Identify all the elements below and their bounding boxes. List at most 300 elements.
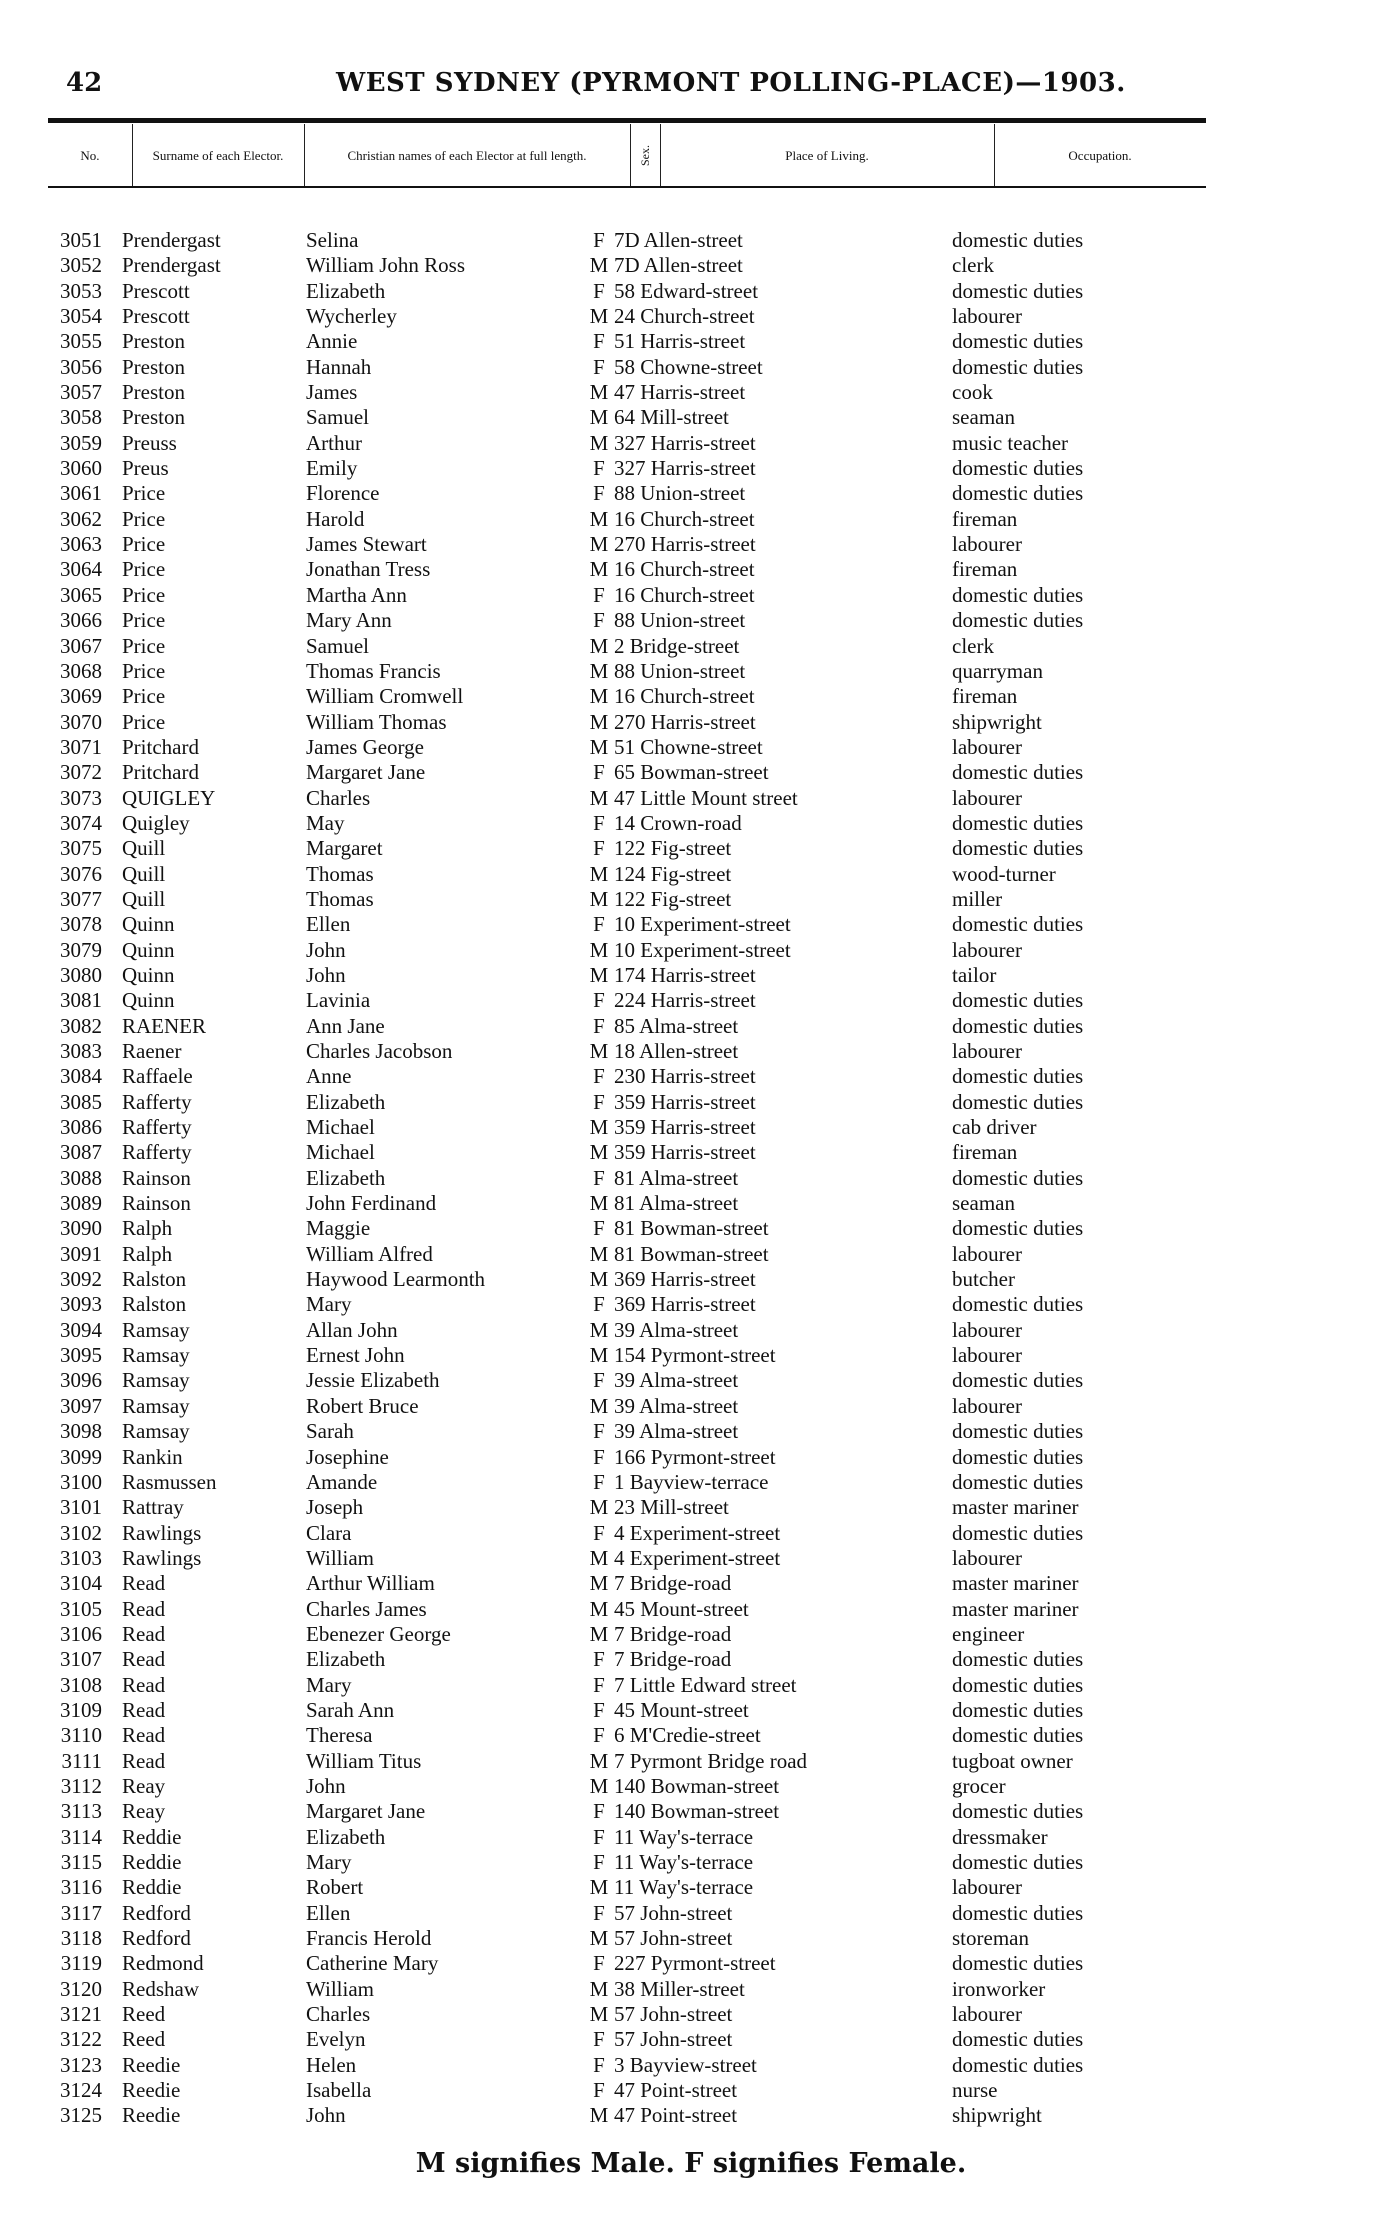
- column-header-christian: [304, 124, 631, 186]
- elector-occupation: labourer: [952, 1393, 1022, 1418]
- elector-christian-names: William John Ross: [306, 253, 465, 278]
- elector-surname: Ralston: [122, 1267, 187, 1292]
- elector-sex: M: [589, 1343, 609, 1368]
- elector-sex: F: [593, 1013, 605, 1038]
- elector-number: 3116: [60, 1875, 102, 1900]
- elector-christian-names: John Ferdinand: [306, 1191, 437, 1216]
- column-header-christian-label: Christian names of each Elector at full length.: [347, 147, 587, 163]
- elector-occupation: labourer: [952, 785, 1022, 810]
- elector-occupation: nurse: [952, 2078, 998, 2103]
- elector-surname: Preston: [122, 354, 185, 379]
- elector-surname: Read: [122, 1571, 166, 1596]
- elector-number: 3117: [60, 1900, 102, 1925]
- header-rule-top: [48, 118, 1206, 123]
- elector-place-of-living: 7 Bridge-road: [614, 1571, 732, 1596]
- elector-christian-names: Ernest John: [306, 1343, 405, 1368]
- column-header-surname-label: Surname of each Elector.: [152, 147, 284, 163]
- elector-surname: Rattray: [122, 1495, 184, 1520]
- elector-number: 3104: [60, 1571, 102, 1596]
- elector-number: 3075: [60, 836, 102, 861]
- table-row: [44, 760, 1214, 785]
- elector-number: 3118: [60, 1926, 102, 1951]
- elector-occupation: domestic duties: [952, 1089, 1084, 1114]
- elector-number: 3099: [60, 1444, 102, 1469]
- elector-christian-names: Arthur: [306, 430, 362, 455]
- elector-surname: Prendergast: [122, 228, 221, 252]
- elector-surname: Reay: [122, 1799, 166, 1824]
- elector-place-of-living: 47 Point-street: [614, 2078, 738, 2103]
- elector-place-of-living: 140 Bowman-street: [614, 1773, 780, 1798]
- elector-number: 3091: [60, 1241, 102, 1266]
- elector-place-of-living: 369 Harris-street: [614, 1267, 756, 1292]
- elector-christian-names: Elizabeth: [306, 1824, 386, 1849]
- elector-surname: Price: [122, 481, 166, 506]
- elector-occupation: domestic duties: [952, 1444, 1084, 1469]
- table-row: [44, 1140, 1214, 1165]
- elector-place-of-living: 16 Church-street: [614, 684, 755, 709]
- elector-christian-names: John: [306, 937, 346, 962]
- elector-christian-names: Ann Jane: [306, 1013, 385, 1038]
- elector-christian-names: Maggie: [306, 1216, 371, 1241]
- elector-christian-names: Theresa: [306, 1723, 373, 1748]
- table-row: [44, 988, 1214, 1013]
- elector-occupation: labourer: [952, 937, 1022, 962]
- elector-place-of-living: 38 Miller-street: [614, 1976, 745, 2001]
- page-number: 42: [66, 68, 103, 98]
- elector-occupation: clerk: [952, 253, 994, 278]
- elector-place-of-living: 65 Bowman-street: [614, 760, 769, 785]
- elector-sex: F: [593, 608, 605, 633]
- elector-occupation: domestic duties: [952, 582, 1084, 607]
- table-row: [44, 1216, 1214, 1241]
- elector-number: 3086: [60, 1115, 102, 1140]
- elector-christian-names: Mary Ann: [306, 608, 392, 633]
- elector-place-of-living: 47 Harris-street: [614, 380, 746, 405]
- elector-sex: M: [589, 734, 609, 759]
- elector-number: 3107: [60, 1647, 102, 1672]
- page-title: WEST SYDNEY (PYRMONT POLLING-PLACE)—1903.: [336, 68, 1126, 98]
- elector-christian-names: Evelyn: [306, 2027, 366, 2052]
- table-row: [44, 1292, 1214, 1317]
- table-row: [44, 1039, 1214, 1064]
- elector-surname: Quill: [122, 861, 166, 886]
- table-row: [44, 2053, 1214, 2078]
- elector-christian-names: Mary: [306, 1292, 352, 1317]
- elector-place-of-living: 39 Alma-street: [614, 1368, 739, 1393]
- elector-surname: Ralston: [122, 1292, 187, 1317]
- elector-number: 3122: [60, 2027, 102, 2052]
- elector-surname: Rainson: [122, 1165, 191, 1190]
- elector-occupation: master mariner: [952, 1571, 1079, 1596]
- table-row: [44, 963, 1214, 988]
- table-row: [44, 1926, 1214, 1951]
- elector-sex: F: [593, 2027, 605, 2052]
- table-row: [44, 507, 1214, 532]
- elector-number: 3062: [60, 506, 102, 531]
- elector-place-of-living: 10 Experiment-street: [614, 912, 791, 937]
- elector-number: 3097: [60, 1393, 102, 1418]
- elector-christian-names: Ellen: [306, 912, 351, 937]
- elector-surname: Prescott: [122, 304, 190, 329]
- elector-place-of-living: 140 Bowman-street: [614, 1799, 780, 1824]
- elector-occupation: labourer: [952, 1875, 1022, 1900]
- elector-surname: Quinn: [122, 962, 175, 987]
- table-row: [44, 1799, 1214, 1824]
- elector-place-of-living: 7 Pyrmont Bridge road: [614, 1748, 808, 1773]
- elector-occupation: fireman: [952, 557, 1018, 582]
- elector-christian-names: Margaret Jane: [306, 760, 426, 785]
- elector-sex: M: [589, 1926, 609, 1951]
- elector-surname: Preston: [122, 329, 185, 354]
- elector-place-of-living: 45 Mount-street: [614, 1697, 749, 1722]
- elector-number: 3058: [60, 405, 102, 430]
- elector-occupation: labourer: [952, 532, 1022, 557]
- elector-sex: M: [589, 557, 609, 582]
- elector-christian-names: Robert Bruce: [306, 1393, 419, 1418]
- elector-place-of-living: 7 Bridge-road: [614, 1647, 732, 1672]
- table-row: [44, 1673, 1214, 1698]
- elector-christian-names: Elizabeth: [306, 1165, 386, 1190]
- elector-sex: M: [589, 886, 609, 911]
- elector-number: 3063: [60, 532, 102, 557]
- elector-number: 3125: [60, 2103, 102, 2128]
- elector-sex: F: [593, 1419, 605, 1444]
- table-row: [44, 1622, 1214, 1647]
- elector-sex: M: [589, 1596, 609, 1621]
- elector-number: 3051: [60, 228, 102, 252]
- elector-christian-names: William Alfred: [306, 1241, 433, 1266]
- elector-surname: Price: [122, 709, 166, 734]
- elector-place-of-living: 81 Bowman-street: [614, 1241, 769, 1266]
- elector-occupation: quarryman: [952, 658, 1043, 683]
- table-row: [44, 481, 1214, 506]
- table-row: [44, 1318, 1214, 1343]
- elector-number: 3093: [60, 1292, 102, 1317]
- elector-sex: F: [593, 1444, 605, 1469]
- table-row: [44, 1951, 1214, 1976]
- elector-christian-names: Hannah: [306, 354, 372, 379]
- elector-christian-names: Mary: [306, 1850, 352, 1874]
- elector-sex: F: [593, 1064, 605, 1089]
- elector-christian-names: Thomas: [306, 861, 374, 886]
- elector-christian-names: Jonathan Tress: [306, 557, 431, 582]
- elector-surname: Rankin: [122, 1444, 183, 1469]
- elector-surname: Rainson: [122, 1191, 191, 1216]
- elector-sex: M: [589, 1267, 609, 1292]
- table-row: [44, 1901, 1214, 1926]
- elector-place-of-living: 45 Mount-street: [614, 1596, 749, 1621]
- elector-number: 3068: [60, 658, 102, 683]
- elector-christian-names: Ellen: [306, 1900, 351, 1925]
- table-row: [44, 1698, 1214, 1723]
- elector-surname: Pritchard: [122, 734, 199, 759]
- table-row: [44, 1495, 1214, 1520]
- elector-sex: F: [593, 582, 605, 607]
- elector-place-of-living: 85 Alma-street: [614, 1013, 739, 1038]
- table-row: [44, 2078, 1214, 2103]
- table-row: [44, 862, 1214, 887]
- elector-surname: Reddie: [122, 1850, 182, 1874]
- elector-christian-names: Clara: [306, 1520, 352, 1545]
- elector-christian-names: Sarah Ann: [306, 1697, 395, 1722]
- elector-surname: Ramsay: [122, 1393, 190, 1418]
- elector-place-of-living: 39 Alma-street: [614, 1317, 739, 1342]
- elector-place-of-living: 88 Union-street: [614, 481, 746, 506]
- table-row: [44, 811, 1214, 836]
- elector-surname: Quill: [122, 836, 166, 861]
- elector-sex: F: [593, 760, 605, 785]
- elector-surname: Reddie: [122, 1875, 182, 1900]
- elector-sex: F: [593, 1900, 605, 1925]
- elector-sex: M: [589, 1545, 609, 1570]
- elector-occupation: cab driver: [952, 1115, 1037, 1140]
- elector-occupation: domestic duties: [952, 1064, 1084, 1089]
- elector-christian-names: Francis Herold: [306, 1926, 432, 1951]
- elector-christian-names: Robert: [306, 1875, 364, 1900]
- elector-sex: F: [593, 1647, 605, 1672]
- elector-number: 3064: [60, 557, 102, 582]
- table-row: [44, 710, 1214, 735]
- elector-surname: Redford: [122, 1926, 191, 1951]
- elector-surname: Quill: [122, 886, 166, 911]
- elector-number: 3052: [60, 253, 102, 278]
- elector-place-of-living: 7D Allen-street: [614, 228, 743, 252]
- elector-sex: F: [593, 2052, 605, 2077]
- table-row: [44, 659, 1214, 684]
- elector-christian-names: Wycherley: [306, 304, 397, 329]
- elector-occupation: music teacher: [952, 430, 1069, 455]
- elector-surname: Redmond: [122, 1951, 204, 1976]
- table-row: [44, 1723, 1214, 1748]
- elector-place-of-living: 359 Harris-street: [614, 1115, 756, 1140]
- elector-place-of-living: 174 Harris-street: [614, 962, 756, 987]
- elector-number: 3055: [60, 329, 102, 354]
- elector-christian-names: Mary: [306, 1672, 352, 1697]
- table-row: [44, 1242, 1214, 1267]
- elector-sex: M: [589, 785, 609, 810]
- elector-place-of-living: 124 Fig-street: [614, 861, 732, 886]
- elector-surname: Pritchard: [122, 760, 199, 785]
- elector-occupation: seaman: [952, 1191, 1015, 1216]
- elector-sex: M: [589, 2002, 609, 2027]
- elector-number: 3067: [60, 633, 102, 658]
- elector-number: 3078: [60, 912, 102, 937]
- column-header-place: [660, 124, 995, 186]
- elector-surname: Rafferty: [122, 1140, 192, 1165]
- elector-number: 3059: [60, 430, 102, 455]
- table-row: [44, 1749, 1214, 1774]
- elector-occupation: labourer: [952, 304, 1022, 329]
- table-row: [44, 355, 1214, 380]
- elector-christian-names: Elizabeth: [306, 1089, 386, 1114]
- elector-christian-names: Jessie Elizabeth: [306, 1368, 440, 1393]
- elector-surname: Reedie: [122, 2078, 181, 2103]
- table-row: [44, 684, 1214, 709]
- elector-christian-names: Arthur William: [306, 1571, 435, 1596]
- elector-number: 3054: [60, 304, 102, 329]
- table-row: [44, 1470, 1214, 1495]
- elector-christian-names: Margaret Jane: [306, 1799, 426, 1824]
- elector-surname: Read: [122, 1621, 166, 1646]
- elector-occupation: tugboat owner: [952, 1748, 1073, 1773]
- elector-occupation: domestic duties: [952, 1368, 1084, 1393]
- elector-sex: F: [593, 1824, 605, 1849]
- elector-sex: F: [593, 1368, 605, 1393]
- elector-occupation: labourer: [952, 1343, 1022, 1368]
- elector-sex: F: [593, 988, 605, 1013]
- elector-surname: Rafferty: [122, 1089, 192, 1114]
- elector-sex: F: [593, 912, 605, 937]
- elector-place-of-living: 7 Little Edward street: [614, 1672, 797, 1697]
- table-row: [44, 557, 1214, 582]
- elector-occupation: domestic duties: [952, 1951, 1084, 1976]
- elector-surname: Reay: [122, 1773, 166, 1798]
- elector-sex: M: [589, 1621, 609, 1646]
- elector-surname: Preuss: [122, 430, 177, 455]
- elector-occupation: domestic duties: [952, 1850, 1084, 1874]
- table-row: [44, 1115, 1214, 1140]
- elector-surname: Read: [122, 1748, 166, 1773]
- elector-surname: Prendergast: [122, 253, 221, 278]
- elector-sex: F: [593, 278, 605, 303]
- elector-surname: Raffaele: [122, 1064, 193, 1089]
- elector-place-of-living: 64 Mill-street: [614, 405, 729, 430]
- elector-number: 3108: [60, 1672, 102, 1697]
- elector-occupation: engineer: [952, 1621, 1025, 1646]
- elector-surname: Rawlings: [122, 1520, 202, 1545]
- elector-christian-names: Charles: [306, 2002, 371, 2027]
- elector-sex: M: [589, 658, 609, 683]
- table-row: [44, 228, 1214, 253]
- table-row: [44, 405, 1214, 430]
- elector-sex: M: [589, 253, 609, 278]
- elector-place-of-living: 2 Bridge-street: [614, 633, 740, 658]
- elector-number: 3109: [60, 1697, 102, 1722]
- elector-place-of-living: 11 Way's-terrace: [614, 1875, 754, 1900]
- elector-surname: Ramsay: [122, 1368, 190, 1393]
- elector-sex: M: [589, 937, 609, 962]
- elector-place-of-living: 122 Fig-street: [614, 836, 732, 861]
- elector-place-of-living: 359 Harris-street: [614, 1089, 756, 1114]
- elector-place-of-living: 51 Chowne-street: [614, 734, 763, 759]
- elector-occupation: labourer: [952, 1317, 1022, 1342]
- elector-surname: Redford: [122, 1900, 191, 1925]
- elector-christian-names: Ebenezer George: [306, 1621, 451, 1646]
- elector-number: 3073: [60, 785, 102, 810]
- elector-number: 3061: [60, 481, 102, 506]
- elector-occupation: domestic duties: [952, 1672, 1084, 1697]
- elector-christian-names: William Thomas: [306, 709, 447, 734]
- elector-place-of-living: 4 Experiment-street: [614, 1545, 781, 1570]
- elector-surname: Preus: [122, 456, 169, 481]
- elector-christian-names: Amande: [306, 1469, 378, 1494]
- elector-number: 3089: [60, 1191, 102, 1216]
- elector-sex: F: [593, 329, 605, 354]
- elector-christian-names: Emily: [306, 456, 358, 481]
- elector-sex: F: [593, 1292, 605, 1317]
- elector-number: 3092: [60, 1267, 102, 1292]
- elector-sex: M: [589, 684, 609, 709]
- elector-occupation: domestic duties: [952, 481, 1084, 506]
- elector-place-of-living: 369 Harris-street: [614, 1292, 756, 1317]
- elector-occupation: labourer: [952, 1545, 1022, 1570]
- table-row: [44, 1419, 1214, 1444]
- elector-sex: M: [589, 2103, 609, 2128]
- table-row: [44, 1191, 1214, 1216]
- elector-sex: F: [593, 836, 605, 861]
- elector-occupation: domestic duties: [952, 1292, 1084, 1317]
- table-row: [44, 634, 1214, 659]
- elector-occupation: fireman: [952, 1140, 1018, 1165]
- elector-christian-names: Harold: [306, 506, 365, 531]
- elector-number: 3083: [60, 1039, 102, 1063]
- elector-occupation: domestic duties: [952, 1647, 1084, 1672]
- table-row: [44, 329, 1214, 354]
- elector-place-of-living: 81 Alma-street: [614, 1191, 739, 1216]
- elector-christian-names: Isabella: [306, 2078, 372, 2103]
- table-row: [44, 1850, 1214, 1875]
- elector-surname: Redshaw: [122, 1976, 199, 2001]
- elector-sex: M: [589, 304, 609, 329]
- elector-place-of-living: 57 John-street: [614, 1926, 733, 1951]
- table-row: [44, 1597, 1214, 1622]
- elector-number: 3087: [60, 1140, 102, 1165]
- elector-number: 3106: [60, 1621, 102, 1646]
- elector-occupation: shipwright: [952, 709, 1042, 734]
- elector-christian-names: Lavinia: [306, 988, 371, 1013]
- elector-number: 3102: [60, 1520, 102, 1545]
- elector-christian-names: Thomas: [306, 886, 374, 911]
- elector-sex: M: [589, 430, 609, 455]
- elector-place-of-living: 16 Church-street: [614, 582, 755, 607]
- elector-christian-names: John: [306, 962, 346, 987]
- elector-christian-names: James Stewart: [306, 532, 427, 557]
- elector-christian-names: Samuel: [306, 633, 369, 658]
- elector-christian-names: Margaret: [306, 836, 383, 861]
- elector-sex: F: [593, 354, 605, 379]
- elector-surname: Read: [122, 1647, 166, 1672]
- table-row: [44, 1521, 1214, 1546]
- elector-christian-names: Charles: [306, 785, 371, 810]
- elector-christian-names: Charles Jacobson: [306, 1039, 453, 1063]
- elector-occupation: domestic duties: [952, 608, 1084, 633]
- table-row: [44, 1825, 1214, 1850]
- elector-number: 3098: [60, 1419, 102, 1444]
- table-row: [44, 1875, 1214, 1900]
- elector-sex: F: [593, 1089, 605, 1114]
- elector-occupation: domestic duties: [952, 2027, 1084, 2052]
- table-row: [44, 380, 1214, 405]
- elector-sex: M: [589, 1039, 609, 1063]
- elector-christian-names: James George: [306, 734, 424, 759]
- table-row: [44, 1647, 1214, 1672]
- table-row: [44, 2002, 1214, 2027]
- elector-sex: M: [589, 1241, 609, 1266]
- elector-christian-names: Michael: [306, 1140, 375, 1165]
- elector-surname: Ralph: [122, 1216, 173, 1241]
- elector-place-of-living: 88 Union-street: [614, 658, 746, 683]
- elector-occupation: wood-turner: [952, 861, 1056, 886]
- elector-christian-names: William Cromwell: [306, 684, 464, 709]
- elector-number: 3080: [60, 962, 102, 987]
- table-row: [44, 1546, 1214, 1571]
- elector-surname: Reedie: [122, 2103, 181, 2128]
- elector-number: 3079: [60, 937, 102, 962]
- elector-sex: M: [589, 1317, 609, 1342]
- elector-surname: Quinn: [122, 937, 175, 962]
- elector-sex: M: [589, 1191, 609, 1216]
- elector-occupation: labourer: [952, 1039, 1022, 1063]
